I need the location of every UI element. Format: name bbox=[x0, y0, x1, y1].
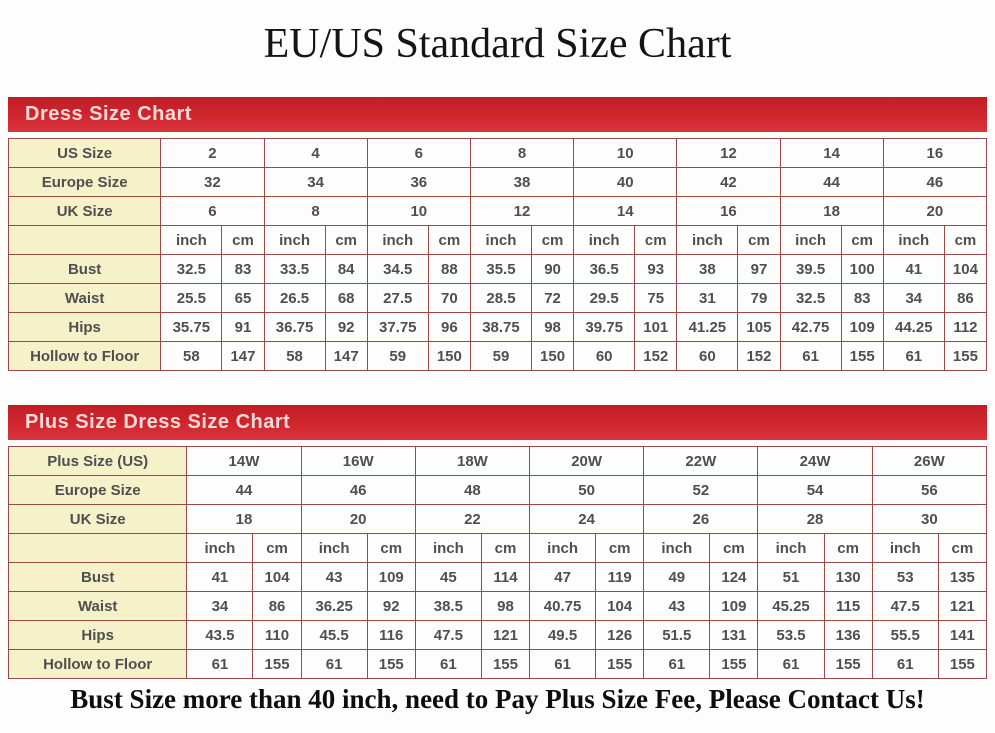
size-row-label: Europe Size bbox=[9, 168, 161, 197]
dress-size-chart-section bbox=[8, 97, 987, 371]
measure-cm-cell: 135 bbox=[938, 563, 986, 592]
measure-inch-cell: 39.75 bbox=[574, 313, 635, 342]
measure-cm-cell: 104 bbox=[944, 255, 986, 284]
unit-cm-cell: cm bbox=[428, 226, 470, 255]
measure-row-label: Bust bbox=[9, 255, 161, 284]
size-value-cell: 44 bbox=[780, 168, 883, 197]
size-value-cell: 10 bbox=[574, 139, 677, 168]
size-value-cell: 26W bbox=[872, 447, 986, 476]
unit-inch-cell: inch bbox=[574, 226, 635, 255]
measure-cm-cell: 104 bbox=[596, 592, 644, 621]
measure-cm-cell: 96 bbox=[428, 313, 470, 342]
measure-row-label: Hips bbox=[9, 621, 187, 650]
size-value-cell: 22 bbox=[415, 505, 529, 534]
measure-row-label: Waist bbox=[9, 592, 187, 621]
size-value-cell: 42 bbox=[677, 168, 780, 197]
measure-cm-cell: 147 bbox=[325, 342, 367, 371]
unit-inch-cell: inch bbox=[415, 534, 481, 563]
measure-cm-cell: 112 bbox=[944, 313, 986, 342]
unit-cm-cell: cm bbox=[944, 226, 986, 255]
measure-cm-cell: 155 bbox=[841, 342, 883, 371]
measure-inch-cell: 53.5 bbox=[758, 621, 824, 650]
unit-header-row bbox=[9, 534, 987, 563]
size-value-cell: 48 bbox=[415, 476, 529, 505]
page-title: EU/US Standard Size Chart bbox=[263, 21, 732, 67]
measure-cm-cell: 130 bbox=[824, 563, 872, 592]
measure-cm-cell: 109 bbox=[710, 592, 758, 621]
measure-row-label: Waist bbox=[9, 284, 161, 313]
measure-inch-cell: 31 bbox=[677, 284, 738, 313]
measure-row bbox=[9, 342, 987, 371]
dress-size-table bbox=[8, 138, 987, 371]
measure-inch-cell: 34.5 bbox=[367, 255, 428, 284]
unit-inch-cell: inch bbox=[264, 226, 325, 255]
measure-cm-cell: 152 bbox=[738, 342, 780, 371]
size-value-cell: 14 bbox=[780, 139, 883, 168]
measure-inch-cell: 49 bbox=[644, 563, 710, 592]
measure-inch-cell: 27.5 bbox=[367, 284, 428, 313]
measure-cm-cell: 83 bbox=[841, 284, 883, 313]
measure-inch-cell: 61 bbox=[530, 650, 596, 679]
measure-cm-cell: 91 bbox=[222, 313, 264, 342]
unit-cm-cell: cm bbox=[841, 226, 883, 255]
measure-cm-cell: 150 bbox=[532, 342, 574, 371]
measure-cm-cell: 98 bbox=[481, 592, 529, 621]
measure-row bbox=[9, 313, 987, 342]
size-value-cell: 6 bbox=[367, 139, 470, 168]
measure-inch-cell: 61 bbox=[872, 650, 938, 679]
measure-cm-cell: 152 bbox=[635, 342, 677, 371]
unit-header-row bbox=[9, 226, 987, 255]
measure-inch-cell: 60 bbox=[677, 342, 738, 371]
unit-inch-cell: inch bbox=[187, 534, 253, 563]
unit-cm-cell: cm bbox=[824, 534, 872, 563]
size-value-cell: 14 bbox=[574, 197, 677, 226]
size-value-cell: 2 bbox=[161, 139, 264, 168]
size-value-cell: 36 bbox=[367, 168, 470, 197]
unit-cm-cell: cm bbox=[222, 226, 264, 255]
size-value-cell: 16 bbox=[677, 197, 780, 226]
measure-row bbox=[9, 563, 987, 592]
measure-row bbox=[9, 621, 987, 650]
measure-cm-cell: 93 bbox=[635, 255, 677, 284]
measure-inch-cell: 49.5 bbox=[530, 621, 596, 650]
size-value-cell: 50 bbox=[530, 476, 644, 505]
measure-cm-cell: 100 bbox=[841, 255, 883, 284]
dress-size-chart-title: Dress Size Chart bbox=[25, 103, 192, 125]
measure-cm-cell: 155 bbox=[824, 650, 872, 679]
unit-inch-cell: inch bbox=[758, 534, 824, 563]
measure-inch-cell: 58 bbox=[264, 342, 325, 371]
measure-inch-cell: 26.5 bbox=[264, 284, 325, 313]
measure-inch-cell: 28.5 bbox=[470, 284, 531, 313]
measure-cm-cell: 155 bbox=[938, 650, 986, 679]
size-row bbox=[9, 139, 987, 168]
unit-cm-cell: cm bbox=[596, 534, 644, 563]
measure-inch-cell: 36.75 bbox=[264, 313, 325, 342]
size-value-cell: 8 bbox=[470, 139, 573, 168]
measure-inch-cell: 43.5 bbox=[187, 621, 253, 650]
size-value-cell: 14W bbox=[187, 447, 301, 476]
measure-row bbox=[9, 284, 987, 313]
measure-inch-cell: 39.5 bbox=[780, 255, 841, 284]
measure-row-label: Hollow to Floor bbox=[9, 342, 161, 371]
measure-inch-cell: 61 bbox=[301, 650, 367, 679]
size-value-cell: 8 bbox=[264, 197, 367, 226]
measure-cm-cell: 68 bbox=[325, 284, 367, 313]
size-value-cell: 38 bbox=[470, 168, 573, 197]
measure-inch-cell: 41 bbox=[187, 563, 253, 592]
size-value-cell: 18W bbox=[415, 447, 529, 476]
measure-inch-cell: 61 bbox=[415, 650, 481, 679]
size-value-cell: 34 bbox=[264, 168, 367, 197]
measure-cm-cell: 155 bbox=[253, 650, 301, 679]
measure-cm-cell: 79 bbox=[738, 284, 780, 313]
size-row-label: US Size bbox=[9, 139, 161, 168]
unit-inch-cell: inch bbox=[367, 226, 428, 255]
unit-cm-cell: cm bbox=[938, 534, 986, 563]
size-row-label: Plus Size (US) bbox=[9, 447, 187, 476]
measure-cm-cell: 101 bbox=[635, 313, 677, 342]
measure-inch-cell: 38.75 bbox=[470, 313, 531, 342]
measure-cm-cell: 155 bbox=[944, 342, 986, 371]
size-row bbox=[9, 447, 987, 476]
measure-inch-cell: 51 bbox=[758, 563, 824, 592]
measure-cm-cell: 92 bbox=[367, 592, 415, 621]
measure-inch-cell: 53 bbox=[872, 563, 938, 592]
measure-inch-cell: 61 bbox=[644, 650, 710, 679]
measure-inch-cell: 47.5 bbox=[872, 592, 938, 621]
measure-cm-cell: 155 bbox=[481, 650, 529, 679]
unit-inch-cell: inch bbox=[872, 534, 938, 563]
measure-cm-cell: 86 bbox=[253, 592, 301, 621]
size-value-cell: 12 bbox=[470, 197, 573, 226]
measure-cm-cell: 104 bbox=[253, 563, 301, 592]
measure-cm-cell: 150 bbox=[428, 342, 470, 371]
size-value-cell: 16W bbox=[301, 447, 415, 476]
unit-cm-cell: cm bbox=[532, 226, 574, 255]
unit-inch-cell: inch bbox=[883, 226, 944, 255]
measure-cm-cell: 75 bbox=[635, 284, 677, 313]
unit-inch-cell: inch bbox=[530, 534, 596, 563]
measure-row bbox=[9, 650, 987, 679]
measure-cm-cell: 116 bbox=[367, 621, 415, 650]
measure-inch-cell: 32.5 bbox=[780, 284, 841, 313]
measure-inch-cell: 25.5 bbox=[161, 284, 222, 313]
measure-row bbox=[9, 255, 987, 284]
measure-inch-cell: 34 bbox=[187, 592, 253, 621]
measure-inch-cell: 42.75 bbox=[780, 313, 841, 342]
size-row-label: UK Size bbox=[9, 505, 187, 534]
size-value-cell: 20 bbox=[301, 505, 415, 534]
unit-inch-cell: inch bbox=[470, 226, 531, 255]
plus-size-fee-note: Bust Size more than 40 inch, need to Pay Plus Size Fee, Please Contact Us! bbox=[70, 684, 925, 714]
unit-cm-cell: cm bbox=[738, 226, 780, 255]
measure-cm-cell: 72 bbox=[532, 284, 574, 313]
plus-size-chart-section bbox=[8, 405, 987, 679]
measure-inch-cell: 34 bbox=[883, 284, 944, 313]
unit-inch-cell: inch bbox=[780, 226, 841, 255]
size-value-cell: 28 bbox=[758, 505, 872, 534]
measure-row-label: Hips bbox=[9, 313, 161, 342]
measure-cm-cell: 147 bbox=[222, 342, 264, 371]
size-value-cell: 12 bbox=[677, 139, 780, 168]
measure-inch-cell: 59 bbox=[367, 342, 428, 371]
measure-inch-cell: 61 bbox=[883, 342, 944, 371]
measure-inch-cell: 47.5 bbox=[415, 621, 481, 650]
measure-inch-cell: 43 bbox=[644, 592, 710, 621]
size-value-cell: 30 bbox=[872, 505, 986, 534]
unit-inch-cell: inch bbox=[161, 226, 222, 255]
measure-cm-cell: 121 bbox=[938, 592, 986, 621]
measure-inch-cell: 32.5 bbox=[161, 255, 222, 284]
size-value-cell: 16 bbox=[883, 139, 986, 168]
unit-inch-cell: inch bbox=[644, 534, 710, 563]
plus-size-table bbox=[8, 446, 987, 679]
measure-inch-cell: 37.75 bbox=[367, 313, 428, 342]
measure-inch-cell: 51.5 bbox=[644, 621, 710, 650]
size-value-cell: 10 bbox=[367, 197, 470, 226]
unit-cm-cell: cm bbox=[635, 226, 677, 255]
measure-inch-cell: 61 bbox=[780, 342, 841, 371]
size-value-cell: 44 bbox=[187, 476, 301, 505]
measure-inch-cell: 35.75 bbox=[161, 313, 222, 342]
measure-cm-cell: 65 bbox=[222, 284, 264, 313]
size-value-cell: 54 bbox=[758, 476, 872, 505]
measure-cm-cell: 70 bbox=[428, 284, 470, 313]
measure-inch-cell: 59 bbox=[470, 342, 531, 371]
measure-cm-cell: 114 bbox=[481, 563, 529, 592]
measure-cm-cell: 110 bbox=[253, 621, 301, 650]
measure-inch-cell: 35.5 bbox=[470, 255, 531, 284]
dress-size-chart-header-bar bbox=[8, 97, 987, 132]
measure-cm-cell: 155 bbox=[367, 650, 415, 679]
unit-cm-cell: cm bbox=[253, 534, 301, 563]
plus-size-chart-title: Plus Size Dress Size Chart bbox=[25, 411, 291, 433]
size-value-cell: 46 bbox=[301, 476, 415, 505]
measure-inch-cell: 36.25 bbox=[301, 592, 367, 621]
measure-inch-cell: 36.5 bbox=[574, 255, 635, 284]
size-value-cell: 52 bbox=[644, 476, 758, 505]
size-value-cell: 56 bbox=[872, 476, 986, 505]
size-value-cell: 20W bbox=[530, 447, 644, 476]
size-value-cell: 18 bbox=[780, 197, 883, 226]
measure-inch-cell: 41.25 bbox=[677, 313, 738, 342]
measure-cm-cell: 92 bbox=[325, 313, 367, 342]
measure-inch-cell: 58 bbox=[161, 342, 222, 371]
measure-cm-cell: 124 bbox=[710, 563, 758, 592]
measure-inch-cell: 55.5 bbox=[872, 621, 938, 650]
size-value-cell: 32 bbox=[161, 168, 264, 197]
size-value-cell: 4 bbox=[264, 139, 367, 168]
measure-cm-cell: 155 bbox=[596, 650, 644, 679]
measure-row-label: Bust bbox=[9, 563, 187, 592]
measure-inch-cell: 47 bbox=[530, 563, 596, 592]
size-row bbox=[9, 197, 987, 226]
measure-cm-cell: 90 bbox=[532, 255, 574, 284]
measure-row bbox=[9, 592, 987, 621]
size-value-cell: 24W bbox=[758, 447, 872, 476]
size-value-cell: 46 bbox=[883, 168, 986, 197]
measure-cm-cell: 126 bbox=[596, 621, 644, 650]
measure-cm-cell: 155 bbox=[710, 650, 758, 679]
measure-cm-cell: 109 bbox=[841, 313, 883, 342]
measure-inch-cell: 40.75 bbox=[530, 592, 596, 621]
measure-cm-cell: 141 bbox=[938, 621, 986, 650]
measure-inch-cell: 45 bbox=[415, 563, 481, 592]
size-value-cell: 20 bbox=[883, 197, 986, 226]
unit-cm-cell: cm bbox=[325, 226, 367, 255]
measure-cm-cell: 98 bbox=[532, 313, 574, 342]
plus-size-chart-header-bar bbox=[8, 405, 987, 440]
measure-cm-cell: 84 bbox=[325, 255, 367, 284]
measure-cm-cell: 109 bbox=[367, 563, 415, 592]
measure-cm-cell: 88 bbox=[428, 255, 470, 284]
unit-cm-cell: cm bbox=[367, 534, 415, 563]
unit-cm-cell: cm bbox=[710, 534, 758, 563]
measure-inch-cell: 33.5 bbox=[264, 255, 325, 284]
unit-cm-cell: cm bbox=[481, 534, 529, 563]
size-row bbox=[9, 476, 987, 505]
measure-row-label: Hollow to Floor bbox=[9, 650, 187, 679]
measure-cm-cell: 121 bbox=[481, 621, 529, 650]
unit-row-label-cell bbox=[9, 226, 161, 255]
measure-inch-cell: 38 bbox=[677, 255, 738, 284]
measure-cm-cell: 97 bbox=[738, 255, 780, 284]
size-row-label: UK Size bbox=[9, 197, 161, 226]
size-value-cell: 40 bbox=[574, 168, 677, 197]
measure-inch-cell: 29.5 bbox=[574, 284, 635, 313]
size-value-cell: 6 bbox=[161, 197, 264, 226]
size-row bbox=[9, 168, 987, 197]
size-row-label: Europe Size bbox=[9, 476, 187, 505]
unit-inch-cell: inch bbox=[677, 226, 738, 255]
measure-inch-cell: 60 bbox=[574, 342, 635, 371]
measure-inch-cell: 61 bbox=[758, 650, 824, 679]
size-value-cell: 24 bbox=[530, 505, 644, 534]
measure-cm-cell: 115 bbox=[824, 592, 872, 621]
size-value-cell: 26 bbox=[644, 505, 758, 534]
measure-inch-cell: 45.25 bbox=[758, 592, 824, 621]
measure-cm-cell: 86 bbox=[944, 284, 986, 313]
unit-inch-cell: inch bbox=[301, 534, 367, 563]
measure-inch-cell: 45.5 bbox=[301, 621, 367, 650]
measure-cm-cell: 136 bbox=[824, 621, 872, 650]
size-value-cell: 22W bbox=[644, 447, 758, 476]
measure-cm-cell: 131 bbox=[710, 621, 758, 650]
measure-cm-cell: 105 bbox=[738, 313, 780, 342]
size-value-cell: 18 bbox=[187, 505, 301, 534]
measure-inch-cell: 44.25 bbox=[883, 313, 944, 342]
measure-cm-cell: 83 bbox=[222, 255, 264, 284]
measure-inch-cell: 43 bbox=[301, 563, 367, 592]
measure-inch-cell: 61 bbox=[187, 650, 253, 679]
measure-cm-cell: 119 bbox=[596, 563, 644, 592]
size-row bbox=[9, 505, 987, 534]
measure-inch-cell: 41 bbox=[883, 255, 944, 284]
unit-row-label-cell bbox=[9, 534, 187, 563]
measure-inch-cell: 38.5 bbox=[415, 592, 481, 621]
